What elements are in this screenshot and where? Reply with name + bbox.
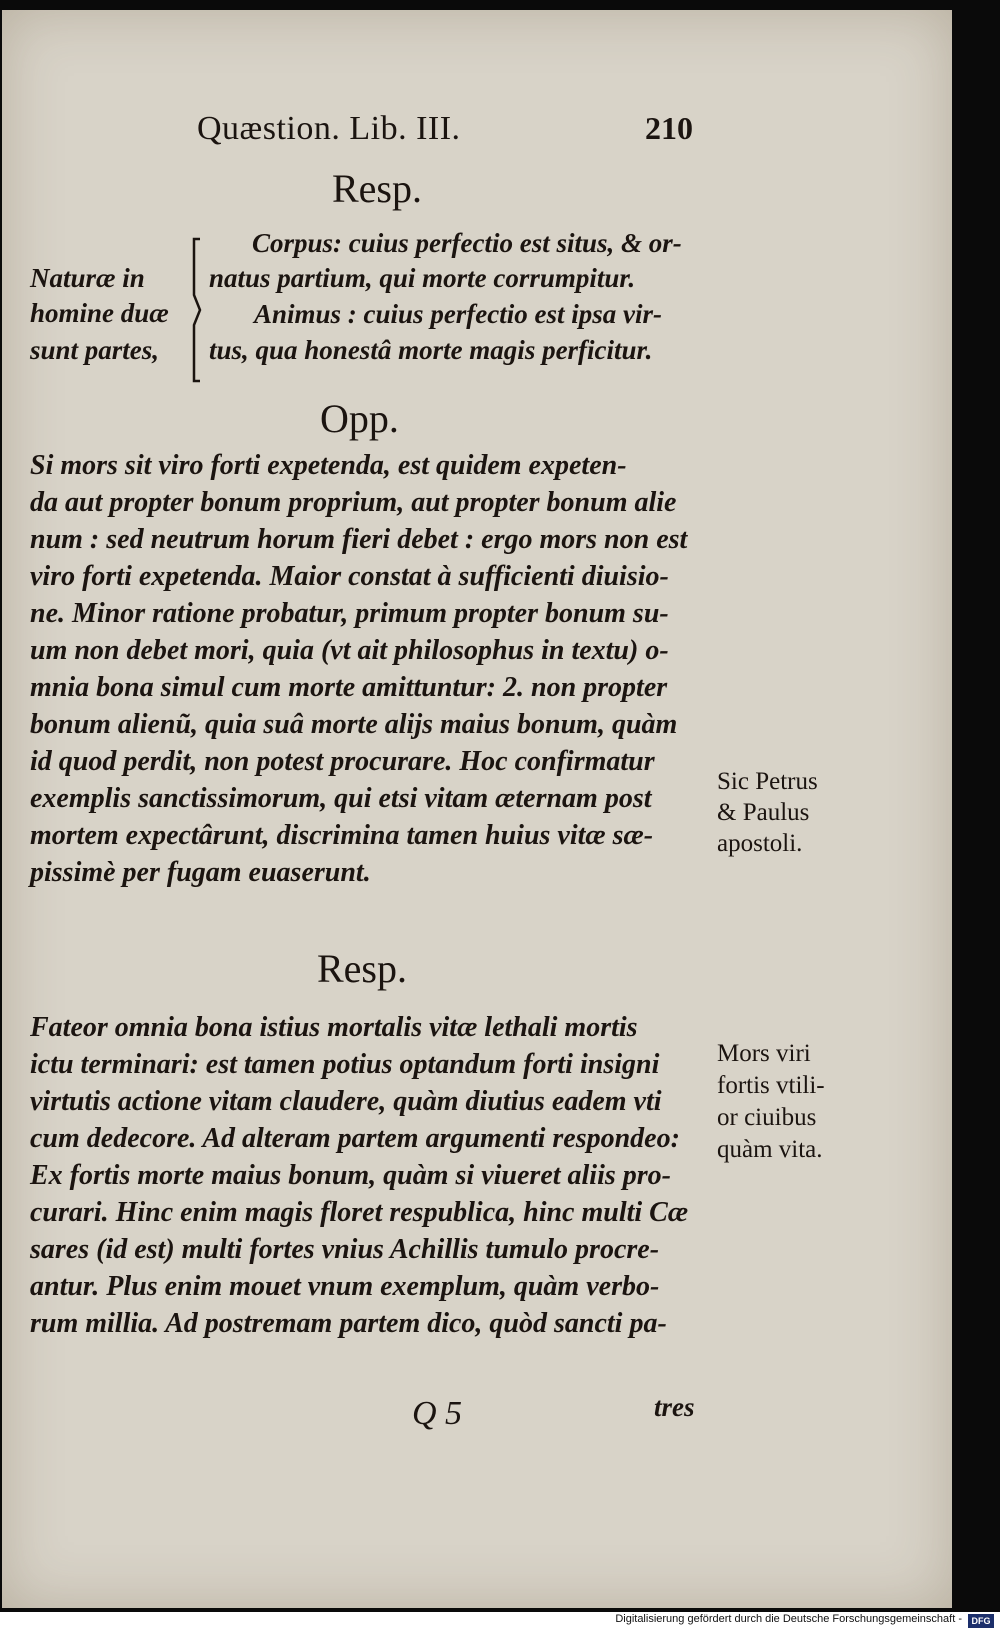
opp-line-10: exemplis sanctissimorum, qui etsi vitam æternam post — [30, 783, 652, 814]
opp-line-4: viro forti expetenda. Maior constat à sufficienti diuisio- — [30, 561, 669, 592]
bracket-label-line-1: Naturæ in — [30, 263, 145, 293]
opp-line-6: um non debet mori, quia (vt ait philosophus in textu) o- — [30, 635, 669, 666]
opp-line-1: Si mors sit viro forti expetenda, est quidem expeten- — [30, 450, 627, 481]
opp-line-9: id quod perdit, non potest procurare. Hoc confirmatur — [30, 746, 655, 777]
bracket-label-line-3: sunt partes, — [30, 335, 160, 365]
book-page — [2, 10, 952, 1608]
resp-line-1: Fateor omnia bona istius mortalis vitæ lethali mortis — [30, 1012, 638, 1043]
margin-note-1-line-2: & Paulus — [717, 799, 810, 826]
footer-bar — [0, 1612, 1000, 1631]
resp-line-9: rum millia. Ad postremam partem dico, quòd sancti pa- — [30, 1308, 667, 1339]
resp-line-8: antur. Plus enim mouet vnum exemplum, quàm verbo- — [30, 1271, 660, 1302]
resp-line-5: Ex fortis morte maius bonum, quàm si viueret aliis pro- — [30, 1160, 671, 1191]
opp-line-8: bonum alienũ, quia suâ morte alijs maius bonum, quàm — [30, 709, 678, 740]
resp-line-2: ictu terminari: est tamen potius optandum forti insigni — [30, 1049, 660, 1080]
dfg-logo: DFG — [968, 1614, 994, 1628]
resp-line-7: sares (id est) multi fortes vnius Achillis tumulo procre- — [30, 1234, 660, 1265]
margin-note-2-line-2: fortis vtili- — [717, 1072, 825, 1099]
heading-resp-2: Resp. — [317, 946, 407, 991]
opp-line-5: ne. Minor ratione probatur, primum propter bonum su- — [30, 598, 669, 629]
bracket-line-2: natus partium, qui morte corrumpitur. — [209, 263, 636, 293]
signature-mark: Q 5 — [412, 1395, 463, 1432]
margin-note-2-line-4: quàm vita. — [717, 1136, 823, 1163]
margin-note-2-line-3: or ciuibus — [717, 1104, 817, 1131]
bracket-line-1: Corpus: cuius perfectio est situs, & or- — [252, 228, 682, 258]
catchword: tres — [654, 1392, 695, 1422]
resp-line-6: curari. Hinc enim magis floret respublica, hinc multi Cæ — [30, 1197, 689, 1228]
bracket-line-4: tus, qua honestâ morte magis perficitur. — [209, 335, 653, 365]
margin-note-1-line-1: Sic Petrus — [717, 768, 818, 795]
opp-line-7: mnia bona simul cum morte amittuntur: 2. non propter — [30, 672, 668, 703]
bracket-label-line-2: homine duæ — [30, 298, 169, 328]
margin-note-1-line-3: apostoli. — [717, 830, 803, 857]
running-header-title: Quæstion. Lib. III. — [197, 110, 461, 147]
opp-line-11: mortem expectârunt, discrimina tamen huius vitæ sæ- — [30, 820, 654, 851]
heading-opp: Opp. — [320, 396, 399, 441]
bracket-line-3: Animus : cuius perfectio est ipsa vir- — [254, 299, 663, 329]
resp-line-4: cum dedecore. Ad alteram partem argumenti respondeo: — [30, 1123, 680, 1154]
resp-line-3: virtutis actione vitam claudere, quàm diutius eadem vti — [30, 1086, 662, 1117]
heading-resp-1: Resp. — [332, 166, 422, 211]
opp-line-2: da aut propter bonum proprium, aut propter bonum alie — [30, 487, 677, 518]
page-number: 210 — [645, 110, 693, 146]
margin-note-2-line-1: Mors viri — [717, 1040, 811, 1067]
curly-brace-icon — [186, 235, 206, 385]
opp-line-3: num : sed neutrum horum fieri debet : ergo mors non est — [30, 524, 688, 555]
footer-credit: Digitalisierung gefördert durch die Deutsche Forschungsgemeinschaft - — [615, 1613, 962, 1625]
opp-line-12: pissimè per fugam euaserunt. — [30, 857, 371, 888]
